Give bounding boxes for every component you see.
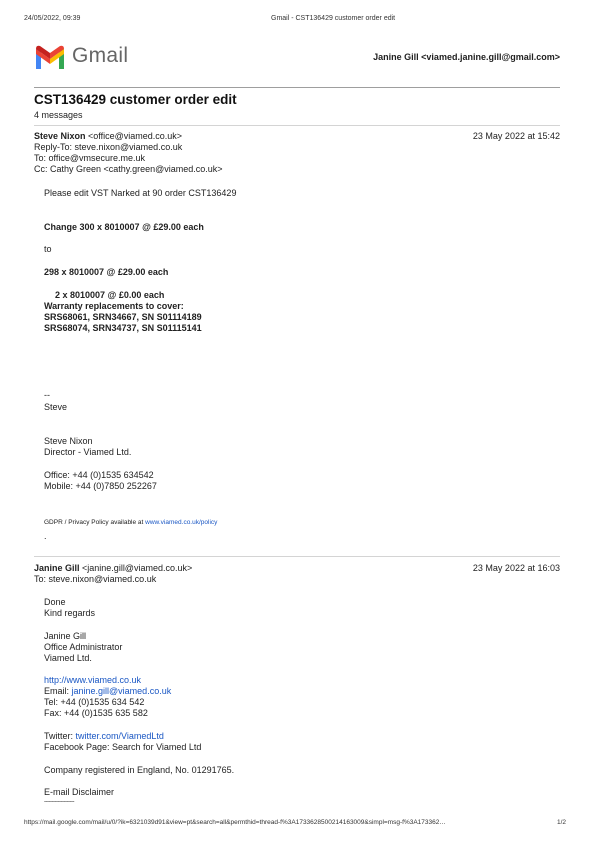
body-text: to	[44, 244, 52, 254]
order-change: Change 300 x 8010007 @ £29.00 each	[44, 222, 204, 232]
body-text: Please edit VST Narked at 90 order CST136429	[44, 188, 237, 198]
website-link-text[interactable]: http://www.viamed.co.uk	[44, 675, 142, 685]
twitter-line	[44, 731, 164, 742]
print-title: Gmail - CST136429 customer order edit	[271, 15, 396, 22]
signature-separator: --	[44, 390, 50, 400]
body-text: Done	[44, 597, 66, 607]
warranty-heading: Warranty replacements to cover:	[44, 301, 184, 311]
signature-name: Janine Gill	[44, 631, 87, 641]
print-datetime: 24/05/2022, 09:39	[24, 15, 81, 22]
twitter-link[interactable]: twitter.com/ViamedLtd	[75, 731, 164, 741]
facebook-line: Facebook Page: Search for Viamed Ltd	[44, 742, 202, 752]
signature-name: Steve Nixon	[44, 436, 93, 446]
sender-name: Steve Nixon	[34, 131, 86, 141]
gdpr-text: GDPR / Privacy Policy available at	[44, 519, 146, 526]
body-text: .	[44, 531, 47, 541]
page-number: 1/2	[557, 819, 567, 826]
message-sender	[34, 563, 192, 574]
email-link[interactable]: janine.gill@viamed.co.uk	[71, 686, 172, 696]
disclaimer-rule: --------------------	[44, 799, 74, 805]
policy-link[interactable]: www.viamed.co.uk/policy	[145, 519, 218, 526]
message-divider	[34, 556, 560, 557]
sender-email: <office@viamed.co.uk>	[88, 131, 183, 141]
twitter-label: Twitter:	[44, 731, 76, 741]
account-name: Janine Gill <viamed.janine.gill@gmail.com>	[373, 52, 560, 62]
message-sender	[34, 131, 182, 142]
office-phone: Office: +44 (0)1535 634542	[44, 470, 154, 480]
gdpr-notice	[44, 517, 217, 528]
signature-short: Steve	[44, 402, 68, 412]
order-new-line: 298 x 8010007 @ £29.00 each	[44, 267, 169, 277]
gmail-m-icon	[34, 45, 66, 69]
to-line: To: office@vmsecure.me.uk	[34, 153, 146, 163]
message-date: 23 May 2022 at 16:03	[472, 563, 560, 573]
registration-line: Company registered in England, No. 01291765.	[44, 765, 235, 775]
email-label: Email:	[44, 686, 72, 696]
message-date: 23 May 2022 at 15:42	[472, 131, 560, 141]
print-url: https://mail.google.com/mail/u/0/?ik=6321039d91&view=pt&search=all&permthid=thread-f%3A1733628500214163009&simpl=msg-f%3A173362…	[24, 819, 446, 826]
gmail-wordmark: Gmail	[72, 44, 129, 67]
thread-subject: CST136429 customer order edit	[34, 92, 237, 107]
email-line	[44, 686, 171, 697]
header-divider	[34, 87, 560, 88]
order-new-line: 2 x 8010007 @ £0.00 each	[55, 290, 165, 300]
body-text: Kind regards	[44, 608, 96, 618]
website-link[interactable]	[44, 675, 141, 686]
signature-title: Director - Viamed Ltd.	[44, 447, 132, 457]
cc-line: Cc: Cathy Green <cathy.green@viamed.co.uk>	[34, 164, 223, 174]
tel-line: Tel: +44 (0)1535 634 542	[44, 697, 145, 707]
sender-name: Janine Gill	[34, 563, 80, 573]
reply-to: Reply-To: steve.nixon@viamed.co.uk	[34, 142, 183, 152]
sender-email: <janine.gill@viamed.co.uk>	[82, 563, 193, 573]
serial-numbers: SRS68061, SRN34667, SN S01114189	[44, 312, 202, 322]
mobile-phone: Mobile: +44 (0)7850 252267	[44, 481, 157, 491]
gmail-logo	[34, 43, 164, 73]
disclaimer-heading: E-mail Disclaimer	[44, 787, 115, 797]
signature-company: Viamed Ltd.	[44, 653, 92, 663]
fax-line: Fax: +44 (0)1535 635 582	[44, 708, 148, 718]
signature-title: Office Administrator	[44, 642, 123, 652]
to-line: To: steve.nixon@viamed.co.uk	[34, 574, 157, 584]
message-count: 4 messages	[34, 110, 83, 120]
serial-numbers: SRS68074, SRN34737, SN S01115141	[44, 323, 202, 333]
message-divider	[34, 125, 560, 126]
